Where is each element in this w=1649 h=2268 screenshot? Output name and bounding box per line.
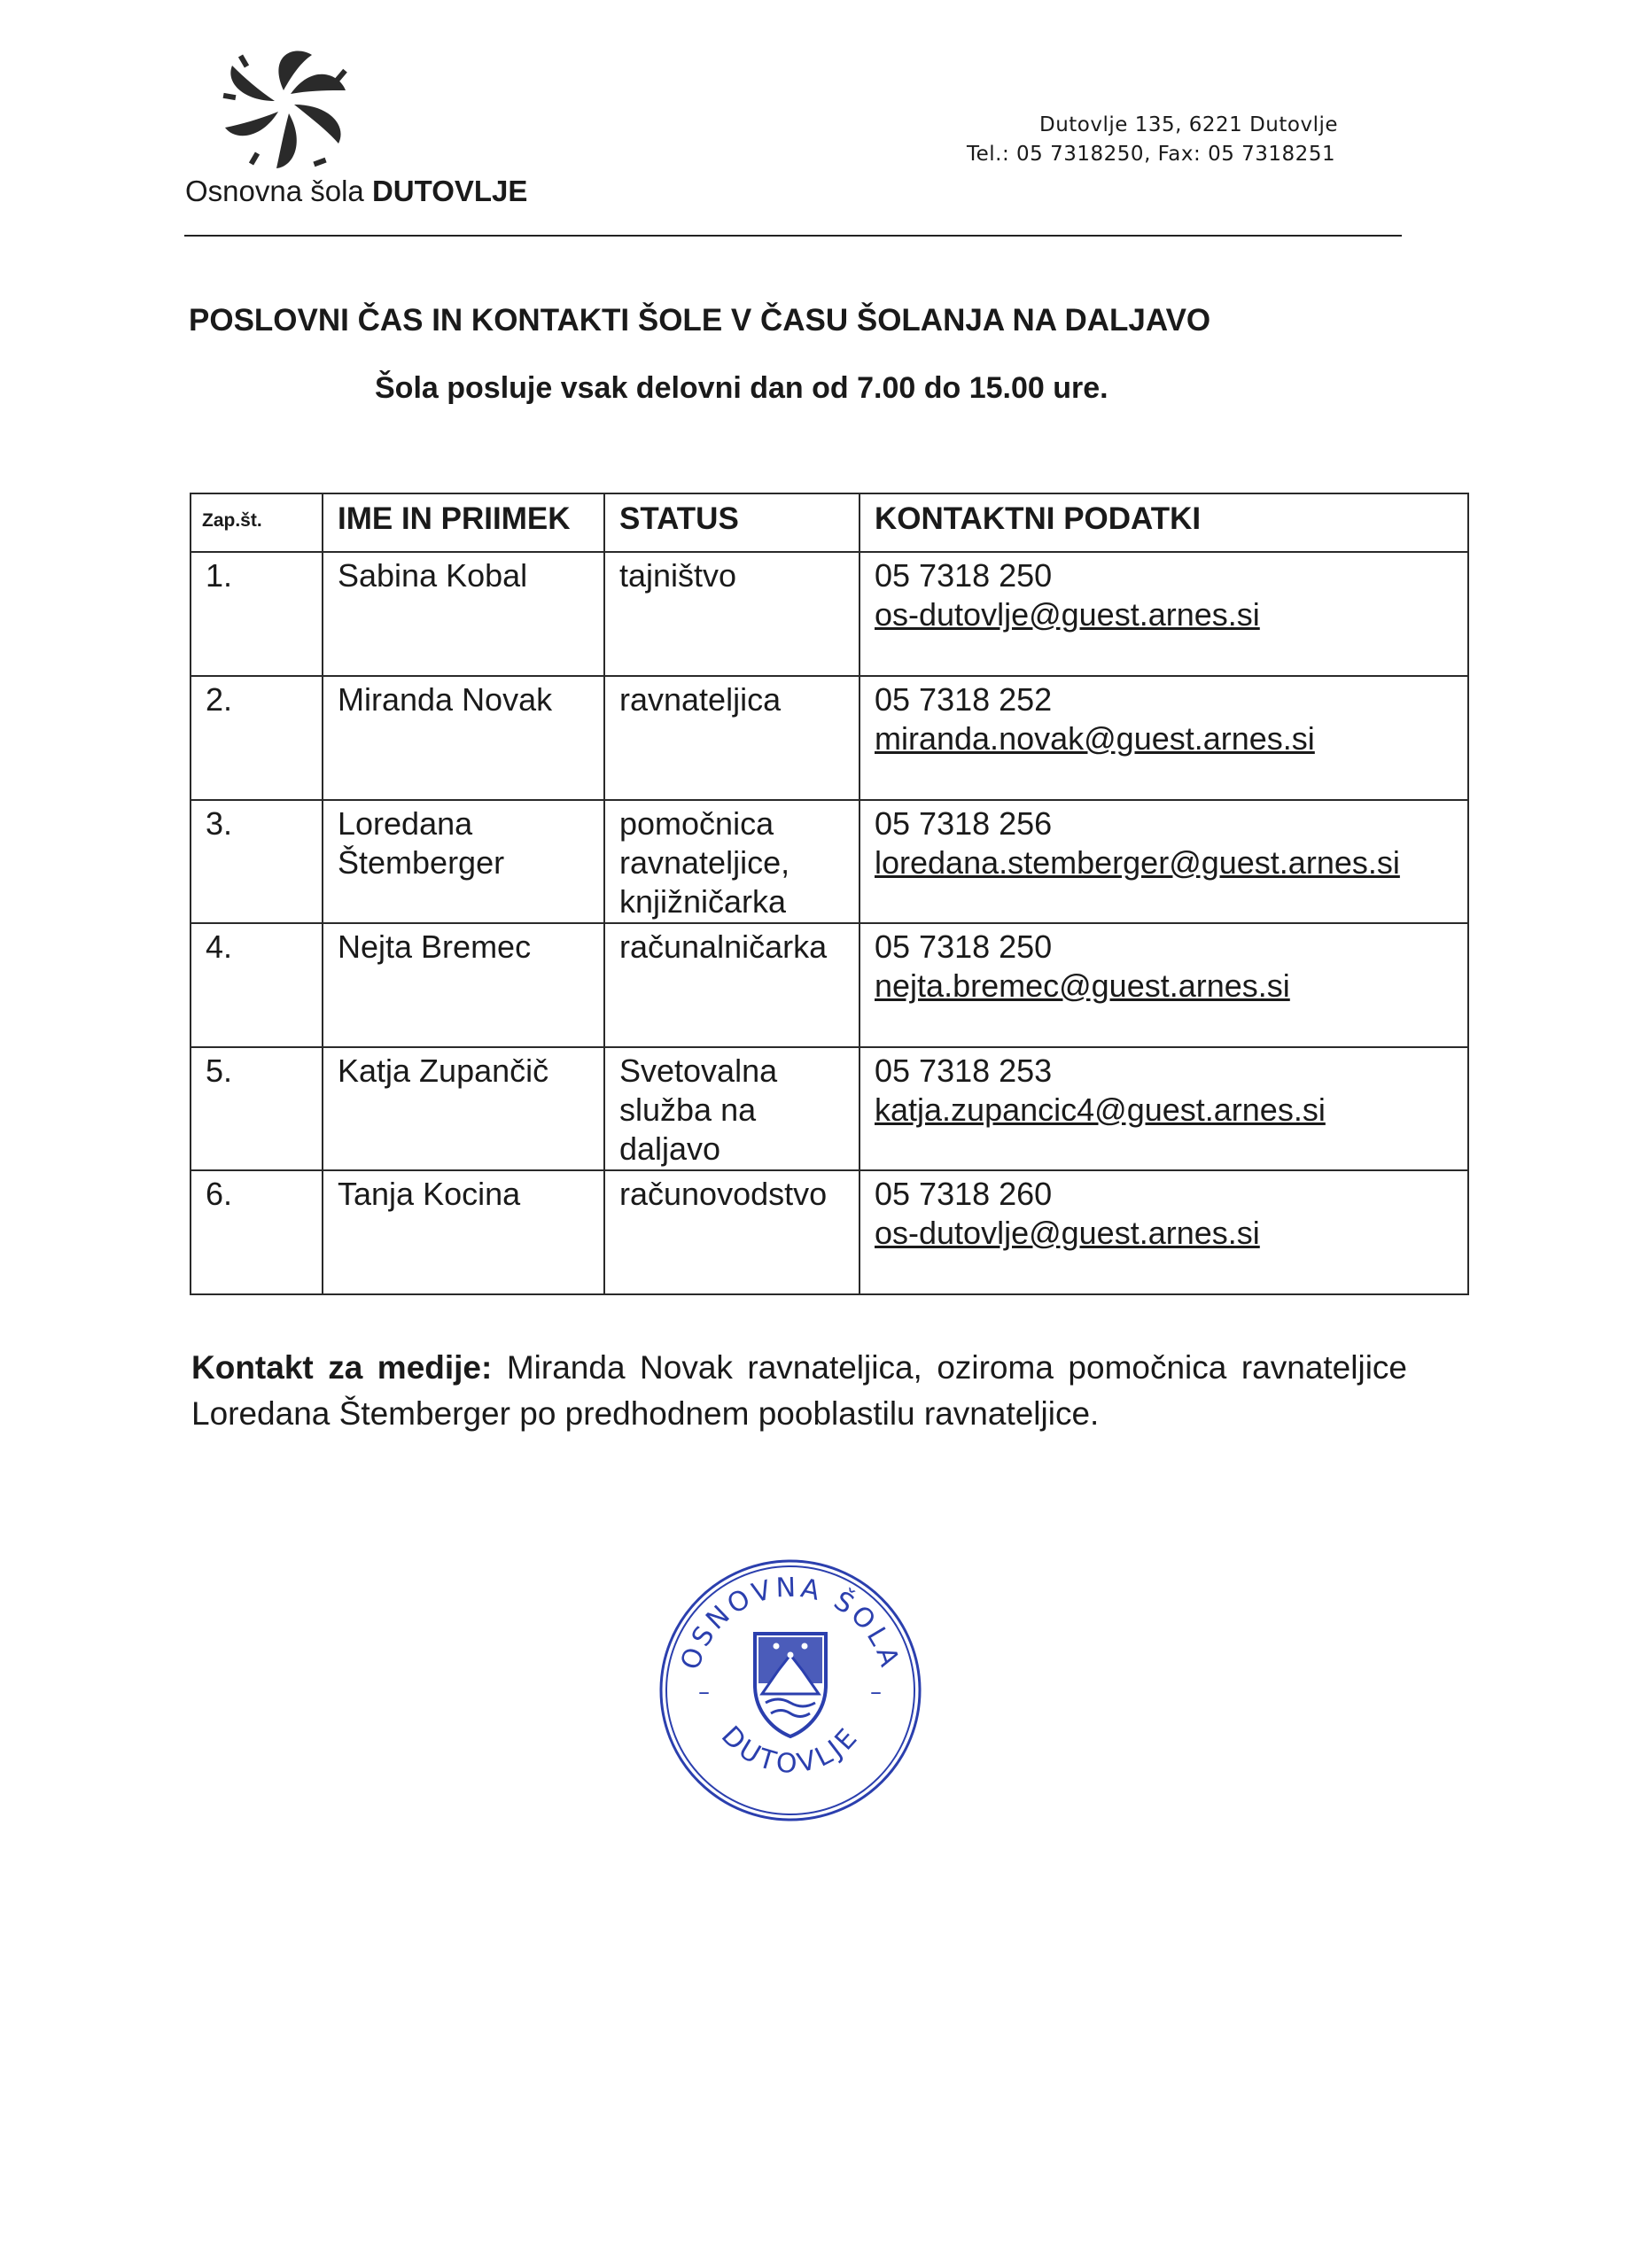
row-status [604,800,860,923]
contacts-table [190,493,1469,1295]
table-row [191,800,1468,923]
document-subtitle: Šola posluje vsak delovni dan od 7.00 do 15.00 ure. [375,371,1108,405]
row-number: 3. [191,800,323,923]
col-header-status: STATUS [604,493,860,552]
phone-number: 05 7318 260 [875,1176,1053,1212]
table-row [191,552,1468,676]
name-line: Loredana [338,805,473,842]
row-contact [860,552,1468,676]
email-link[interactable]: katja.zupancic4@guest.arnes.si [875,1091,1326,1128]
name-line: Tanja Kocina [338,1176,521,1212]
phone-number: 05 7318 250 [875,928,1053,965]
coat-of-arms-icon [755,1634,826,1736]
email-link[interactable]: loredana.stemberger@guest.arnes.si [875,844,1400,881]
svg-text:DUTOVLJE [715,1720,866,1780]
stamp-text-bottom: DUTOVLJE [714,1720,866,1780]
row-contact [860,676,1468,800]
svg-text:–: – [698,1679,710,1705]
row-contact [860,1170,1468,1294]
row-name [323,923,604,1047]
header-divider [184,235,1402,237]
phone-number: 05 7318 250 [875,557,1053,594]
table-row [191,1170,1468,1294]
row-status [604,552,860,676]
school-name-bold: DUTOVLJE [371,175,528,207]
phone-number: 05 7318 253 [875,1052,1053,1089]
col-header-contact: KONTAKTNI PODATKI [860,493,1468,552]
school-stamp [652,1552,929,1829]
status-line: Svetovalna [619,1052,778,1089]
table-row [191,1047,1468,1170]
phone-number: 05 7318 252 [875,681,1053,718]
row-name [323,1170,604,1294]
row-number: 1. [191,552,323,676]
media-contact-label: Kontakt za medije: [191,1349,493,1386]
status-line: pomočnica [619,805,774,842]
row-number: 2. [191,676,323,800]
email-link[interactable]: os-dutovlje@guest.arnes.si [875,596,1260,633]
row-status [604,923,860,1047]
col-header-name: IME IN PRIIMEK [323,493,604,552]
media-contact-note [191,1345,1407,1437]
status-line: daljavo [619,1130,721,1167]
row-name [323,552,604,676]
status-line: tajništvo [619,557,737,594]
school-prefix: Osnovna šola [185,175,364,207]
row-contact [860,1047,1468,1170]
row-status [604,676,860,800]
name-line: Štemberger [338,844,505,881]
row-contact [860,800,1468,923]
row-name [323,800,604,923]
email-link[interactable]: miranda.novak@guest.arnes.si [875,720,1315,757]
row-number: 6. [191,1170,323,1294]
phone-number: 05 7318 256 [875,805,1053,842]
school-address: Dutovlje 135, 6221 Dutovlje [1039,113,1339,136]
row-status [604,1170,860,1294]
row-name [323,1047,604,1170]
status-line: ravnateljica [619,681,782,718]
status-line: računovodstvo [619,1176,828,1212]
row-name [323,676,604,800]
school-phone-fax: Tel.: 05 7318250, Fax: 05 7318251 [967,143,1336,166]
svg-text:–: – [870,1679,882,1705]
row-contact [860,923,1468,1047]
name-line: Nejta Bremec [338,928,532,965]
status-line: knjižničarka [619,883,787,920]
media-contact-text: Miranda Novak ravnateljica, oziroma pomočnica ravnateljice Loredana Štemberger po predhodnem pooblastilu ravnateljice. [191,1349,1407,1432]
row-number: 5. [191,1047,323,1170]
col-header-number: Zap.št. [191,493,323,552]
status-line: računalničarka [619,928,828,965]
email-link[interactable]: nejta.bremec@guest.arnes.si [875,967,1290,1004]
row-number: 4. [191,923,323,1047]
email-link[interactable]: os-dutovlje@guest.arnes.si [875,1215,1260,1251]
status-line: ravnateljice, [619,844,790,881]
status-line: služba na [619,1091,757,1128]
school-name [185,175,527,208]
stamp-text-top: OSNOVNA ŠOLA [674,1572,906,1674]
row-status [604,1047,860,1170]
name-line: Katja Zupančič [338,1052,549,1089]
table-row [191,923,1468,1047]
name-line: Sabina Kobal [338,557,528,594]
document-title: POSLOVNI ČAS IN KONTAKTI ŠOLE V ČASU ŠOLANJA NA DALJAVO [189,303,1211,338]
name-line: Miranda Novak [338,681,553,718]
table-row [191,676,1468,800]
table-header-row [191,493,1468,552]
school-logo-icon [206,37,365,179]
